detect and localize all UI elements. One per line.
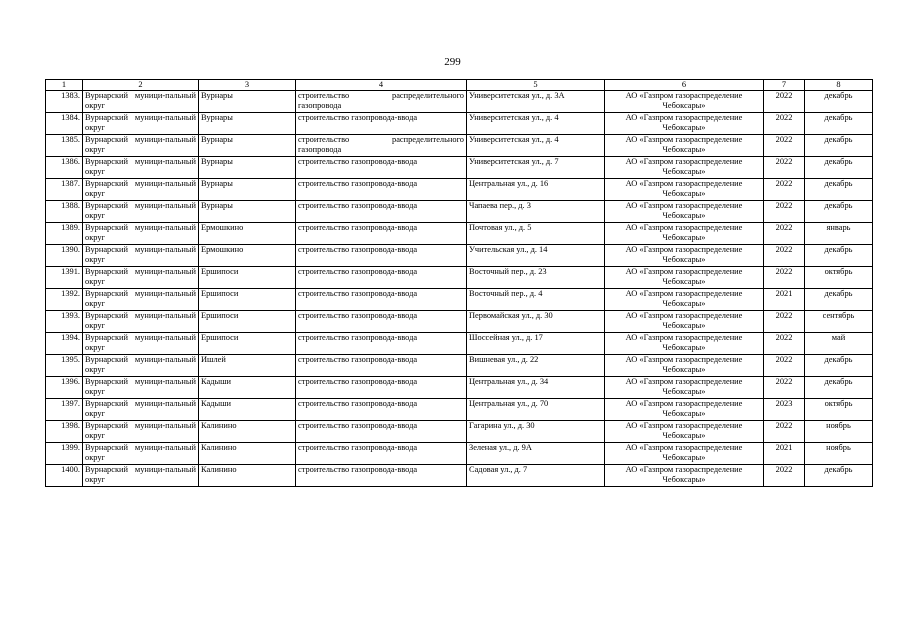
month-cell: декабрь bbox=[805, 465, 873, 487]
address-cell: Университетская ул., д. 4 bbox=[467, 135, 605, 157]
year-cell: 2021 bbox=[764, 289, 805, 311]
district-cell: Вурнарский муници-пальный округ bbox=[83, 245, 199, 267]
year-cell: 2022 bbox=[764, 157, 805, 179]
column-header: 5 bbox=[467, 80, 605, 91]
row-number: 1398. bbox=[46, 421, 83, 443]
address-cell: Восточный пер., д. 4 bbox=[467, 289, 605, 311]
district-cell: Вурнарский муници-пальный округ bbox=[83, 113, 199, 135]
work-type-cell: строительство газопровода-ввода bbox=[296, 421, 467, 443]
table-row bbox=[46, 157, 873, 179]
month-cell: декабрь bbox=[805, 157, 873, 179]
table-row bbox=[46, 289, 873, 311]
address-cell: Чапаева пер., д. 3 bbox=[467, 201, 605, 223]
work-type-cell: строительство газопровода-ввода bbox=[296, 377, 467, 399]
table-row bbox=[46, 399, 873, 421]
settlement-cell: Ермошкино bbox=[199, 245, 296, 267]
work-type-cell: строительство газопровода-ввода bbox=[296, 201, 467, 223]
row-number: 1386. bbox=[46, 157, 83, 179]
address-cell: Центральная ул., д. 34 bbox=[467, 377, 605, 399]
row-number: 1397. bbox=[46, 399, 83, 421]
address-cell: Центральная ул., д. 70 bbox=[467, 399, 605, 421]
address-cell: Университетская ул., д. 4 bbox=[467, 113, 605, 135]
year-cell: 2022 bbox=[764, 201, 805, 223]
district-cell: Вурнарский муници-пальный округ bbox=[83, 223, 199, 245]
address-cell: Вишневая ул., д. 22 bbox=[467, 355, 605, 377]
address-cell: Садовая ул., д. 7 bbox=[467, 465, 605, 487]
settlement-cell: Вурнары bbox=[199, 201, 296, 223]
year-cell: 2021 bbox=[764, 443, 805, 465]
address-cell: Гагарина ул., д. 30 bbox=[467, 421, 605, 443]
work-type-cell: строительство газопровода-ввода bbox=[296, 179, 467, 201]
work-type-cell: строительство газопровода-ввода bbox=[296, 113, 467, 135]
settlement-cell: Калинино bbox=[199, 421, 296, 443]
work-type-cell: строительство газопровода-ввода bbox=[296, 333, 467, 355]
month-cell: декабрь bbox=[805, 113, 873, 135]
month-cell: ноябрь bbox=[805, 443, 873, 465]
row-number: 1396. bbox=[46, 377, 83, 399]
month-cell: октябрь bbox=[805, 267, 873, 289]
work-type-cell: строительство газопровода-ввода bbox=[296, 355, 467, 377]
settlement-cell: Калинино bbox=[199, 465, 296, 487]
district-cell: Вурнарский муници-пальный округ bbox=[83, 443, 199, 465]
organization-cell: АО «Газпром газораспределение Чебоксары» bbox=[605, 179, 764, 201]
settlement-cell: Вурнары bbox=[199, 113, 296, 135]
row-number: 1391. bbox=[46, 267, 83, 289]
work-type-cell: строительство газопровода-ввода bbox=[296, 399, 467, 421]
settlement-cell: Вурнары bbox=[199, 157, 296, 179]
organization-cell: АО «Газпром газораспределение Чебоксары» bbox=[605, 113, 764, 135]
month-cell: май bbox=[805, 333, 873, 355]
work-type-cell: строительство газопровода-ввода bbox=[296, 443, 467, 465]
organization-cell: АО «Газпром газораспределение Чебоксары» bbox=[605, 399, 764, 421]
address-cell: Зеленая ул., д. 9А bbox=[467, 443, 605, 465]
month-cell: декабрь bbox=[805, 355, 873, 377]
district-cell: Вурнарский муници-пальный округ bbox=[83, 201, 199, 223]
year-cell: 2022 bbox=[764, 91, 805, 113]
year-cell: 2023 bbox=[764, 399, 805, 421]
work-type-cell: строительство газопровода-ввода bbox=[296, 223, 467, 245]
month-cell: сентябрь bbox=[805, 311, 873, 333]
work-type-cell: строительство газопровода-ввода bbox=[296, 465, 467, 487]
settlement-cell: Вурнары bbox=[199, 91, 296, 113]
column-header: 4 bbox=[296, 80, 467, 91]
work-type-cell: строительство газопровода-ввода bbox=[296, 157, 467, 179]
table-row bbox=[46, 443, 873, 465]
work-type-cell: строительство распределительного газопровода bbox=[296, 91, 467, 113]
row-number: 1400. bbox=[46, 465, 83, 487]
address-cell: Восточный пер., д. 23 bbox=[467, 267, 605, 289]
year-cell: 2022 bbox=[764, 465, 805, 487]
month-cell: декабрь bbox=[805, 245, 873, 267]
district-cell: Вурнарский муници-пальный округ bbox=[83, 421, 199, 443]
settlement-cell: Ершипоси bbox=[199, 289, 296, 311]
address-cell: Университетская ул., д. 7 bbox=[467, 157, 605, 179]
year-cell: 2022 bbox=[764, 311, 805, 333]
address-cell: Шоссейная ул., д. 17 bbox=[467, 333, 605, 355]
district-cell: Вурнарский муници-пальный округ bbox=[83, 333, 199, 355]
settlement-cell: Кадыши bbox=[199, 377, 296, 399]
district-cell: Вурнарский муници-пальный округ bbox=[83, 267, 199, 289]
address-cell: Центральная ул., д. 16 bbox=[467, 179, 605, 201]
organization-cell: АО «Газпром газораспределение Чебоксары» bbox=[605, 289, 764, 311]
settlement-cell: Ершипоси bbox=[199, 311, 296, 333]
month-cell: декабрь bbox=[805, 201, 873, 223]
column-header: 6 bbox=[605, 80, 764, 91]
month-cell: январь bbox=[805, 223, 873, 245]
table-row bbox=[46, 179, 873, 201]
row-number: 1395. bbox=[46, 355, 83, 377]
work-type-cell: строительство газопровода-ввода bbox=[296, 267, 467, 289]
settlement-cell: Кадыши bbox=[199, 399, 296, 421]
work-type-cell: строительство газопровода-ввода bbox=[296, 289, 467, 311]
column-header: 3 bbox=[199, 80, 296, 91]
table-row bbox=[46, 91, 873, 113]
district-cell: Вурнарский муници-пальный округ bbox=[83, 157, 199, 179]
table-row bbox=[46, 113, 873, 135]
row-number: 1390. bbox=[46, 245, 83, 267]
district-cell: Вурнарский муници-пальный округ bbox=[83, 91, 199, 113]
organization-cell: АО «Газпром газораспределение Чебоксары» bbox=[605, 223, 764, 245]
organization-cell: АО «Газпром газораспределение Чебоксары» bbox=[605, 355, 764, 377]
organization-cell: АО «Газпром газораспределение Чебоксары» bbox=[605, 201, 764, 223]
month-cell: декабрь bbox=[805, 91, 873, 113]
organization-cell: АО «Газпром газораспределение Чебоксары» bbox=[605, 245, 764, 267]
settlement-cell: Ермошкино bbox=[199, 223, 296, 245]
table-row bbox=[46, 311, 873, 333]
organization-cell: АО «Газпром газораспределение Чебоксары» bbox=[605, 421, 764, 443]
year-cell: 2022 bbox=[764, 245, 805, 267]
table-row bbox=[46, 245, 873, 267]
table-row bbox=[46, 465, 873, 487]
row-number: 1389. bbox=[46, 223, 83, 245]
year-cell: 2022 bbox=[764, 267, 805, 289]
table-row bbox=[46, 201, 873, 223]
table-row bbox=[46, 135, 873, 157]
work-type-cell: строительство газопровода-ввода bbox=[296, 311, 467, 333]
work-type-cell: строительство распределительного газопровода bbox=[296, 135, 467, 157]
column-header: 8 bbox=[805, 80, 873, 91]
organization-cell: АО «Газпром газораспределение Чебоксары» bbox=[605, 267, 764, 289]
work-type-cell: строительство газопровода-ввода bbox=[296, 245, 467, 267]
year-cell: 2022 bbox=[764, 179, 805, 201]
register-body bbox=[46, 91, 873, 487]
column-header: 2 bbox=[83, 80, 199, 91]
district-cell: Вурнарский муници-пальный округ bbox=[83, 289, 199, 311]
row-number: 1399. bbox=[46, 443, 83, 465]
year-cell: 2022 bbox=[764, 333, 805, 355]
year-cell: 2022 bbox=[764, 355, 805, 377]
district-cell: Вурнарский муници-пальный округ bbox=[83, 355, 199, 377]
settlement-cell: Вурнары bbox=[199, 135, 296, 157]
address-cell: Университетская ул., д. 3А bbox=[467, 91, 605, 113]
table-row bbox=[46, 355, 873, 377]
organization-cell: АО «Газпром газораспределение Чебоксары» bbox=[605, 91, 764, 113]
settlement-cell: Вурнары bbox=[199, 179, 296, 201]
settlement-cell: Ершипоси bbox=[199, 333, 296, 355]
gas-pipeline-register-table bbox=[45, 79, 873, 487]
year-cell: 2022 bbox=[764, 421, 805, 443]
month-cell: октябрь bbox=[805, 399, 873, 421]
month-cell: декабрь bbox=[805, 179, 873, 201]
row-number: 1394. bbox=[46, 333, 83, 355]
organization-cell: АО «Газпром газораспределение Чебоксары» bbox=[605, 333, 764, 355]
column-header: 7 bbox=[764, 80, 805, 91]
column-number-header-row bbox=[46, 80, 873, 91]
table-row bbox=[46, 421, 873, 443]
month-cell: ноябрь bbox=[805, 421, 873, 443]
settlement-cell: Ершипоси bbox=[199, 267, 296, 289]
year-cell: 2022 bbox=[764, 135, 805, 157]
organization-cell: АО «Газпром газораспределение Чебоксары» bbox=[605, 311, 764, 333]
organization-cell: АО «Газпром газораспределение Чебоксары» bbox=[605, 443, 764, 465]
table-row bbox=[46, 377, 873, 399]
year-cell: 2022 bbox=[764, 113, 805, 135]
district-cell: Вурнарский муници-пальный округ bbox=[83, 135, 199, 157]
table-row bbox=[46, 333, 873, 355]
table-row bbox=[46, 267, 873, 289]
settlement-cell: Ишлей bbox=[199, 355, 296, 377]
table-row bbox=[46, 223, 873, 245]
column-header: 1 bbox=[46, 80, 83, 91]
year-cell: 2022 bbox=[764, 377, 805, 399]
row-number: 1385. bbox=[46, 135, 83, 157]
month-cell: декабрь bbox=[805, 135, 873, 157]
row-number: 1384. bbox=[46, 113, 83, 135]
row-number: 1383. bbox=[46, 91, 83, 113]
row-number: 1392. bbox=[46, 289, 83, 311]
address-cell: Первомайская ул., д. 30 bbox=[467, 311, 605, 333]
district-cell: Вурнарский муници-пальный округ bbox=[83, 465, 199, 487]
organization-cell: АО «Газпром газораспределение Чебоксары» bbox=[605, 135, 764, 157]
address-cell: Учительская ул., д. 14 bbox=[467, 245, 605, 267]
page-number: 299 bbox=[444, 56, 461, 68]
year-cell: 2022 bbox=[764, 223, 805, 245]
address-cell: Почтовая ул., д. 5 bbox=[467, 223, 605, 245]
organization-cell: АО «Газпром газораспределение Чебоксары» bbox=[605, 377, 764, 399]
district-cell: Вурнарский муници-пальный округ bbox=[83, 179, 199, 201]
row-number: 1388. bbox=[46, 201, 83, 223]
district-cell: Вурнарский муници-пальный округ bbox=[83, 311, 199, 333]
district-cell: Вурнарский муници-пальный округ bbox=[83, 377, 199, 399]
row-number: 1387. bbox=[46, 179, 83, 201]
month-cell: декабрь bbox=[805, 289, 873, 311]
settlement-cell: Калинино bbox=[199, 443, 296, 465]
row-number: 1393. bbox=[46, 311, 83, 333]
organization-cell: АО «Газпром газораспределение Чебоксары» bbox=[605, 465, 764, 487]
month-cell: декабрь bbox=[805, 377, 873, 399]
district-cell: Вурнарский муници-пальный округ bbox=[83, 399, 199, 421]
organization-cell: АО «Газпром газораспределение Чебоксары» bbox=[605, 157, 764, 179]
